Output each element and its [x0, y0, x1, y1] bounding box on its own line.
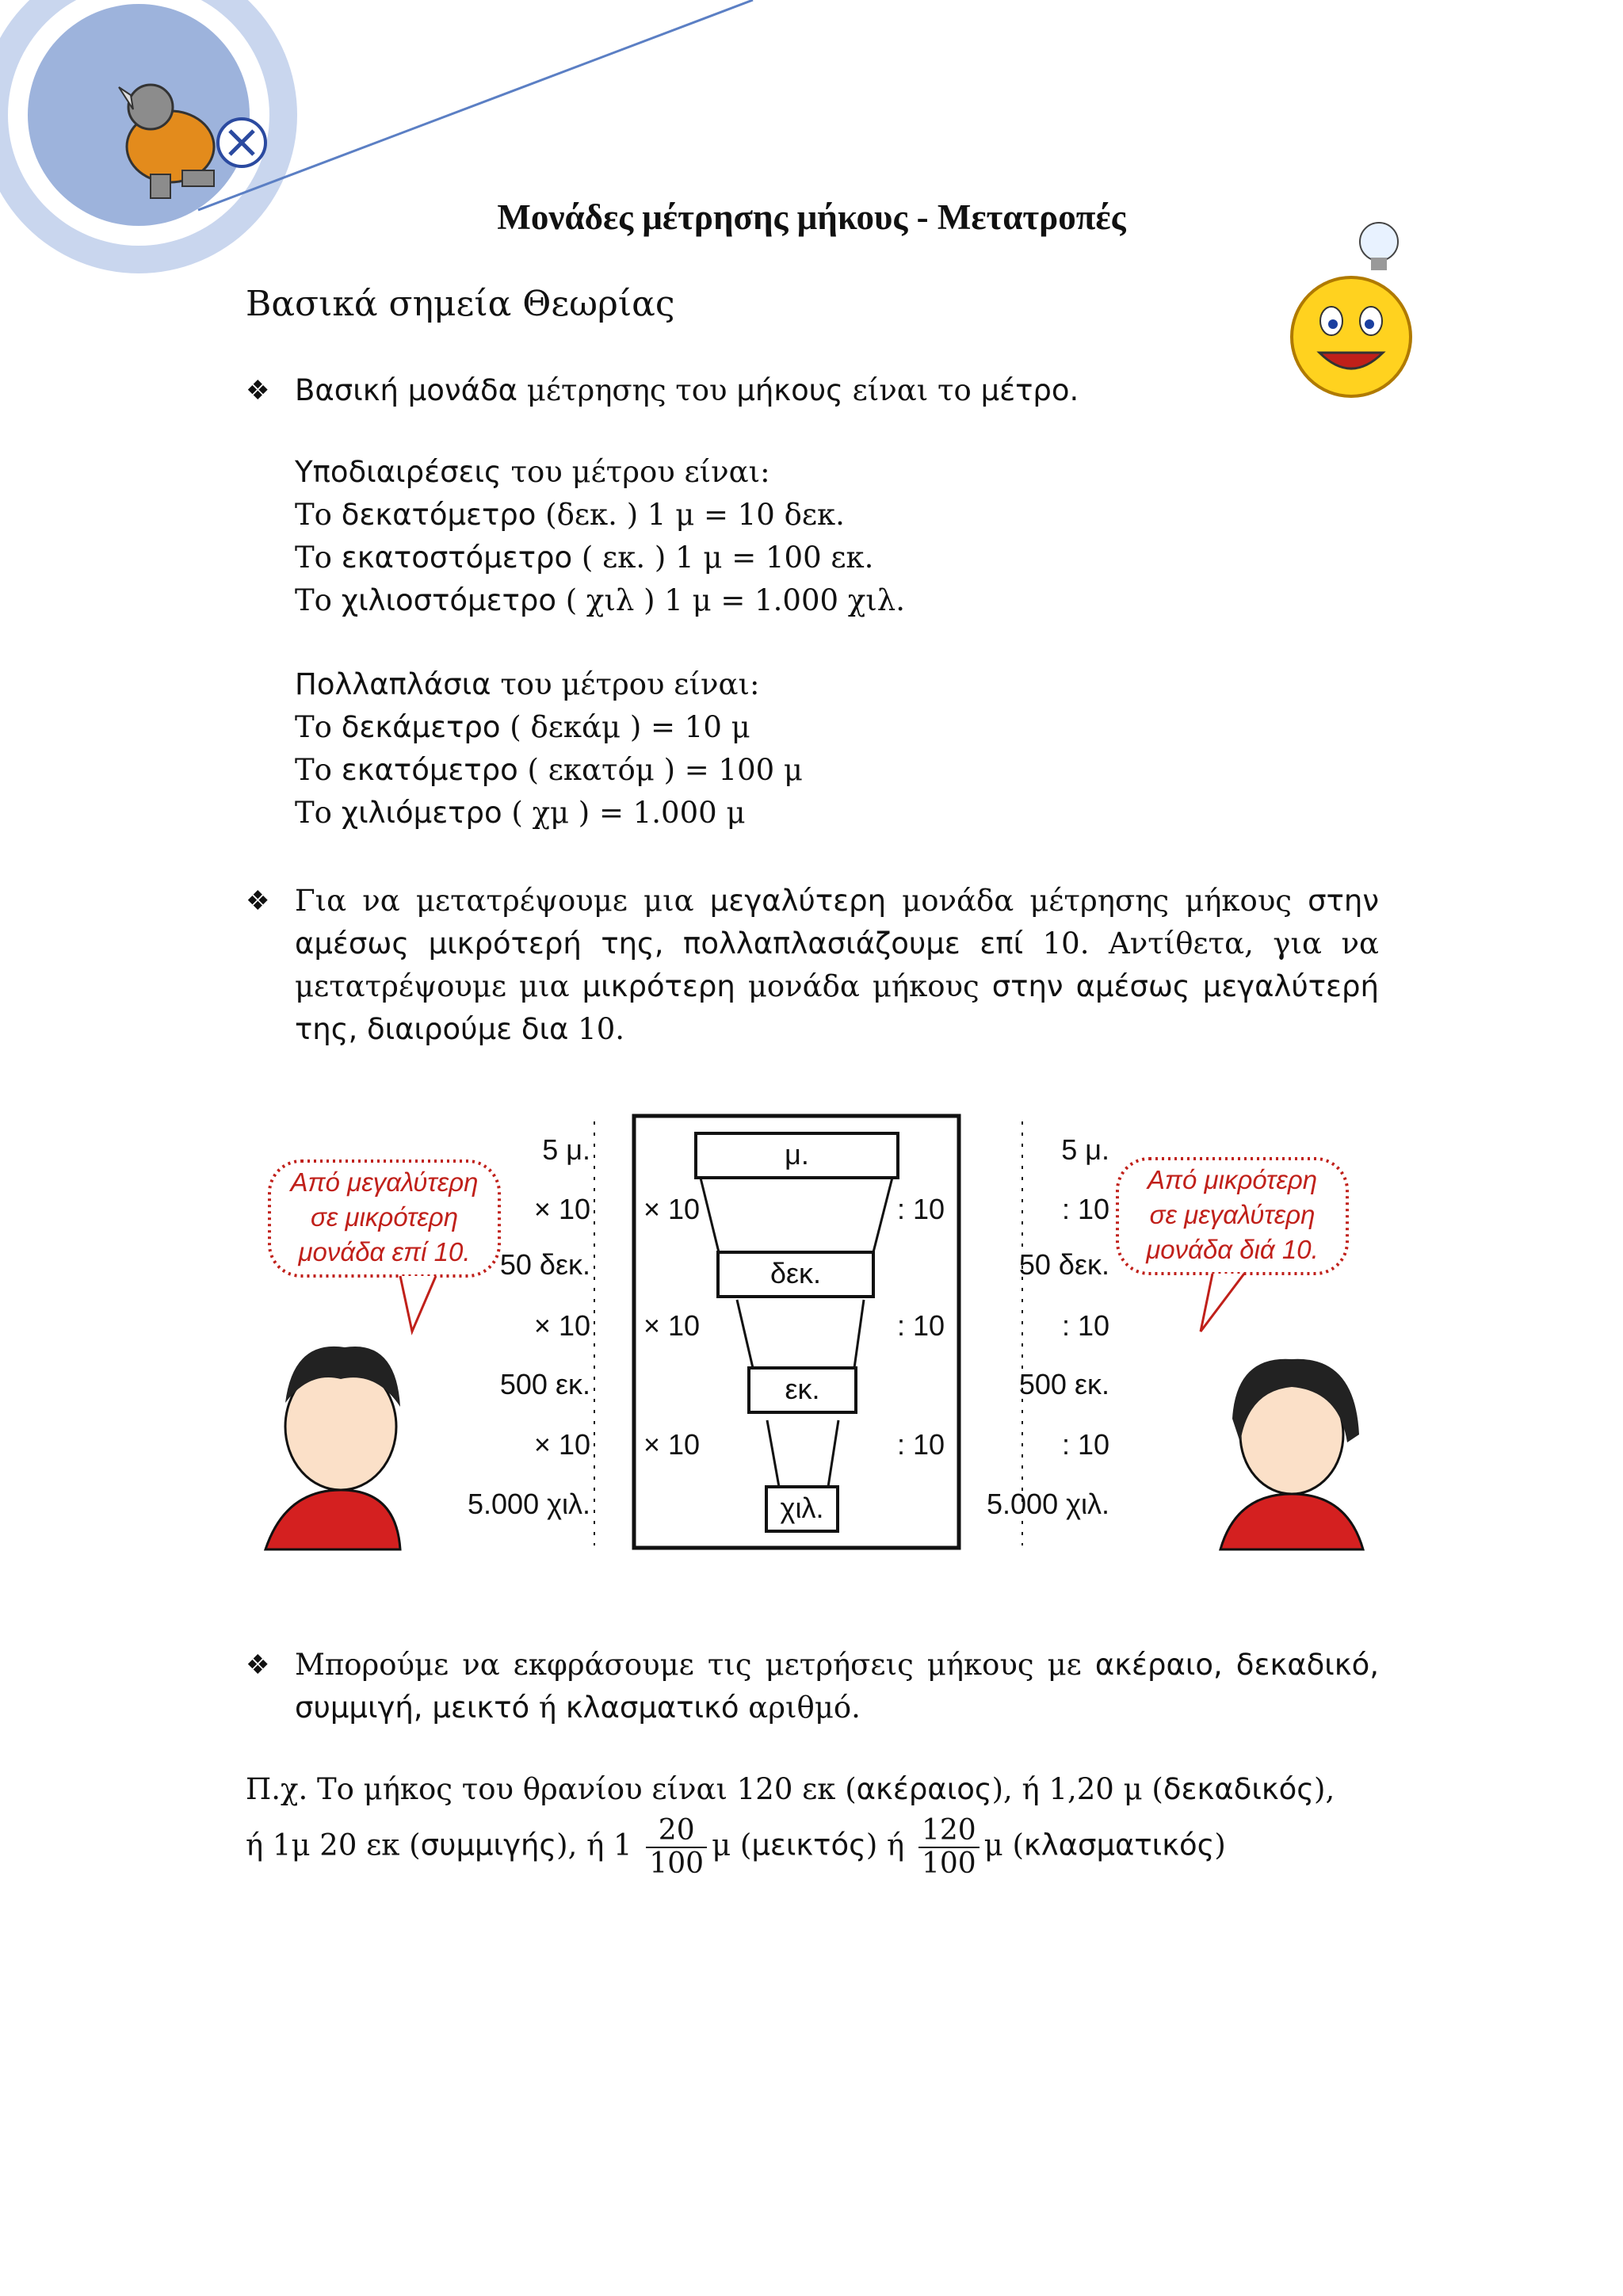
unit-name: δεκάμετρο — [341, 710, 501, 744]
left-value: 500 εκ. — [499, 1368, 590, 1400]
left-speech-bubble — [269, 1165, 499, 1270]
text: του μέτρου είναι: — [501, 455, 770, 489]
fraction-mixed — [646, 1815, 707, 1880]
inner-div: : 10 — [897, 1428, 945, 1461]
text-bold: κλασματικός — [1023, 1828, 1215, 1862]
right-op: : 10 — [1061, 1428, 1109, 1461]
example-line-1 — [246, 1772, 1335, 1806]
text: Το — [295, 498, 342, 532]
right-value: 5 μ. — [1061, 1133, 1109, 1166]
left-value: 5 μ. — [542, 1133, 590, 1166]
text: ( χμ ) = 1.000 μ — [502, 796, 746, 830]
text: 10. — [568, 1012, 625, 1046]
unit-name: χιλιοστόμετρο — [341, 583, 556, 617]
text-bold: Πολλαπλάσια — [295, 667, 491, 701]
unit-name: εκατοστόμετρο — [341, 541, 573, 575]
text: ( χιλ ) 1 μ = 1.000 χιλ. — [556, 583, 905, 617]
right-op: : 10 — [1061, 1193, 1109, 1225]
multiple-line — [295, 796, 746, 830]
diamond-bullet-icon: ❖ — [246, 375, 270, 407]
text: Το — [295, 796, 342, 830]
text: 10. Αντίθετα, για να μετατρέψουμε μια — [295, 926, 1379, 1003]
text: ( εκατόμ ) = 100 μ — [517, 753, 803, 787]
bubble-line: Από μεγαλύτερη — [290, 1167, 479, 1197]
right-value: 500 εκ. — [1018, 1368, 1109, 1400]
text: μ ( — [983, 1828, 1024, 1862]
unit-box-label: δεκ. — [769, 1257, 822, 1289]
subdivision-line — [295, 498, 845, 532]
right-value: 5.000 χιλ. — [987, 1488, 1109, 1520]
bubble-line: σε μεγαλύτερη — [1149, 1200, 1316, 1229]
number-forms-paragraph — [246, 1644, 1379, 1729]
text: Το — [295, 753, 342, 787]
text: μέτρησης του — [517, 373, 737, 407]
text-bold: ακέραιος — [856, 1772, 992, 1806]
inner-div: : 10 — [897, 1193, 945, 1225]
multiples-heading — [295, 667, 759, 701]
text: είναι το — [842, 373, 981, 407]
text: Το — [295, 541, 342, 575]
page-title: Μονάδες μέτρησης μήκους - Μετατροπές — [497, 197, 1126, 237]
left-value: 50 δεκ. — [499, 1248, 590, 1281]
basic-unit-paragraph — [246, 369, 1379, 412]
left-value: 5.000 χιλ. — [468, 1488, 590, 1520]
fraction-improper — [918, 1815, 980, 1880]
unit-name: δεκατόμετρο — [341, 498, 537, 532]
text: Το — [295, 583, 342, 617]
text-bold: μέτρο. — [980, 373, 1079, 407]
text: ), ή 1,20 μ ( — [991, 1772, 1163, 1806]
unit-box-label: εκ. — [785, 1373, 820, 1405]
text-bold: ακέραιο, δεκαδικό, συμμιγή, μεικτό — [295, 1648, 1380, 1725]
text: Για να μετατρέψουμε μια — [295, 884, 710, 918]
right-op: : 10 — [1061, 1309, 1109, 1342]
rhino-mascot-icon — [95, 71, 277, 206]
subdivision-line — [295, 583, 905, 617]
bubble-line: Από μικρότερη — [1147, 1165, 1318, 1194]
diamond-bullet-icon: ❖ — [246, 1649, 270, 1681]
subdivision-line — [295, 541, 873, 575]
text: μονάδα μήκους — [735, 969, 992, 1003]
text: Το — [295, 710, 342, 744]
unit-name: χιλιόμετρο — [341, 796, 502, 830]
text: ) — [1214, 1828, 1226, 1862]
inner-mul: × 10 — [643, 1309, 701, 1342]
inner-mul: × 10 — [643, 1193, 701, 1225]
text-bold: μήκους — [736, 373, 843, 407]
text: μονάδα μέτρησης μήκους — [886, 884, 1308, 918]
text: ), — [1314, 1772, 1335, 1806]
text: ή 1μ 20 εκ ( — [246, 1828, 421, 1862]
text-bold: Υποδιαιρέσεις — [295, 455, 502, 489]
text-bold: δεκαδικός — [1163, 1772, 1315, 1806]
text-bold: μεικτός — [751, 1828, 866, 1862]
example-line-2 — [246, 1815, 1226, 1880]
fraction-denominator: 100 — [649, 1847, 705, 1880]
text: αριθμό. — [739, 1690, 861, 1725]
left-op: × 10 — [533, 1309, 590, 1342]
text-bold: συμμιγής — [420, 1828, 557, 1862]
text-bold: μικρότερη — [582, 969, 735, 1003]
multiple-line — [295, 753, 803, 787]
text: μ ( — [712, 1828, 752, 1862]
text-bold: κλασματικό — [565, 1690, 739, 1725]
bubble-line: σε μικρότερη — [310, 1202, 459, 1232]
text: ) ή — [865, 1828, 905, 1862]
text-bold: στην αμέσως μικρότερή της, πολλαπλασιάζουμε επί — [295, 884, 1379, 961]
text-bold: Βασική μονάδα — [295, 373, 518, 407]
section-heading: Βασικά σημεία Θεωρίας — [246, 284, 675, 324]
conversion-rule-paragraph — [246, 880, 1379, 1051]
text: Π.χ. Το μήκος του θρανίου είναι 120 εκ ( — [246, 1772, 857, 1806]
right-value: 50 δεκ. — [1018, 1248, 1109, 1281]
fraction-denominator: 100 — [921, 1847, 976, 1880]
right-speech-bubble — [1117, 1163, 1347, 1267]
bubble-line: μονάδα επί 10. — [298, 1237, 471, 1266]
text: (δεκ. ) 1 μ = 10 δεκ. — [536, 498, 845, 532]
text-bold: μεγαλύτερη — [709, 884, 887, 918]
text-bold: στην αμέσως μεγαλύτερή της, διαιρούμε δια — [295, 969, 1379, 1046]
fraction-numerator: 120 — [918, 1815, 980, 1848]
unit-box-label: χιλ. — [780, 1492, 824, 1524]
unit-name: εκατόμετρο — [341, 753, 518, 787]
text: ή — [529, 1690, 566, 1725]
subdivisions-heading — [295, 455, 770, 489]
inner-mul: × 10 — [643, 1428, 701, 1461]
multiple-line — [295, 710, 750, 744]
fraction-numerator: 20 — [646, 1815, 707, 1848]
left-op: × 10 — [533, 1428, 590, 1461]
diamond-bullet-icon: ❖ — [246, 885, 270, 917]
text: ( δεκάμ ) = 10 μ — [500, 710, 750, 744]
bubble-line: μονάδα διά 10. — [1146, 1235, 1319, 1264]
inner-div: : 10 — [897, 1309, 945, 1342]
text: ), ή 1 — [556, 1828, 632, 1862]
left-op: × 10 — [533, 1193, 590, 1225]
text: του μέτρου είναι: — [491, 667, 760, 701]
text: Μπορούμε να εκφράσουμε τις μετρήσεις μήκους με — [295, 1648, 1095, 1682]
text: ( εκ. ) 1 μ = 100 εκ. — [572, 541, 874, 575]
unit-box-label: μ. — [785, 1138, 809, 1171]
conversion-diagram — [238, 1102, 1387, 1561]
